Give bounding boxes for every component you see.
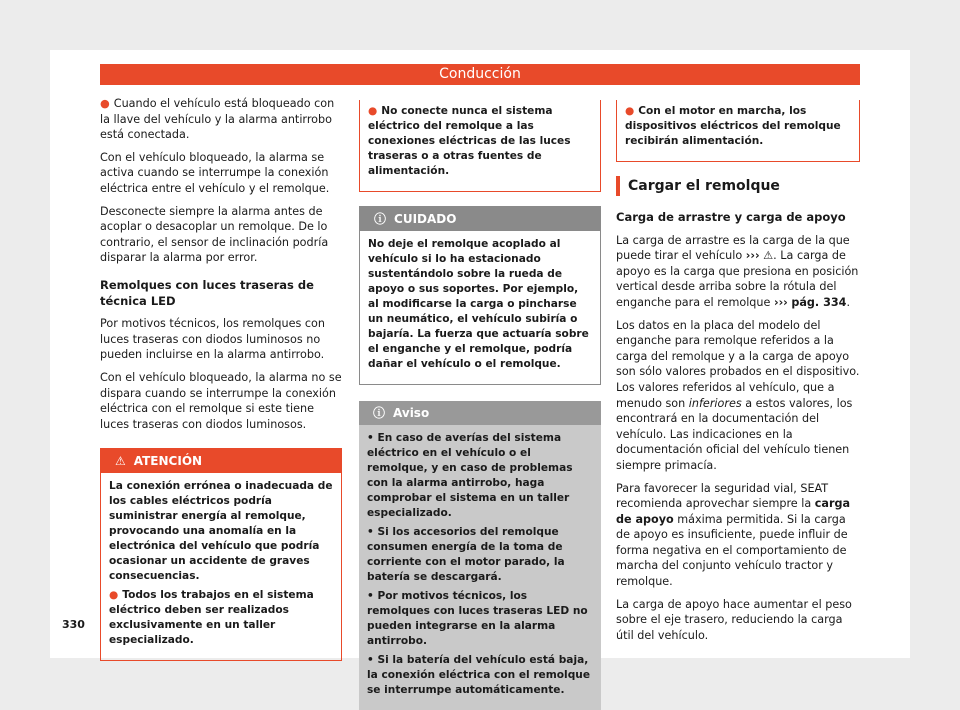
paragraph: Con el vehículo bloqueado, la alarma se activa cuando se interrumpe la conexión eléctrica entre el vehículo y el remolque. bbox=[100, 150, 330, 195]
subheading: Carga de arrastre y carga de apoyo bbox=[616, 210, 846, 224]
warning-text: La conexión errónea o inadecuada de los cables eléctricos podría suministrar energía al remolque, provocando una anomalía en la electrónica del vehículo que podría ocasionar un accidente de graves consecuencias. bbox=[109, 480, 333, 583]
warning-box bbox=[100, 448, 342, 661]
bullet-icon: ● bbox=[368, 105, 378, 117]
caution-box bbox=[359, 206, 601, 385]
bullet-icon: ● bbox=[109, 589, 119, 602]
cross-reference-link[interactable]: ››› bbox=[745, 249, 760, 263]
subheading: Remolques con luces traseras de técnica LED bbox=[100, 277, 314, 308]
warning-icon: ⚠ bbox=[763, 249, 774, 263]
section-title: Cargar el remolque bbox=[616, 176, 860, 196]
page-header: Conducción bbox=[100, 64, 860, 85]
caution-text: No deje el remolque acoplado al vehículo si lo ha estacionado sustentándolo sobre la rueda de apoyo o sus soportes. Por ejemplo, al modificarse la carga o pincharse un neumático, el vehículo subiría o bajaría. La fuerza que actuaría sobre el enganche y el remolque, podría dañar el vehículo o el remolque. bbox=[368, 238, 589, 370]
bullet-icon: ● bbox=[100, 97, 110, 110]
paragraph: La carga de apoyo hace aumentar el peso sobre el eje trasero, reduciendo la carga útil del vehículo. bbox=[616, 597, 852, 642]
page-number: 330 bbox=[62, 618, 85, 631]
note-item: • En caso de averías del sistema eléctrico en el vehículo o el remolque, y en caso de problemas con la alarma antirrobo, haga comprobar el sistema en un taller especializado. bbox=[367, 432, 573, 519]
paragraph: ● Cuando el vehículo está bloqueado con la llave del vehículo y la alarma antirrobo está conectada. bbox=[100, 97, 335, 142]
column-2 bbox=[359, 100, 601, 710]
note-item: • Por motivos técnicos, los remolques con luces traseras LED no pueden integrarse en la alarma antirrobo. bbox=[367, 590, 588, 647]
paragraph: Por motivos técnicos, los remolques con luces traseras con diodos luminosos no pueden incluirse en la alarma antirrobo. bbox=[100, 317, 325, 362]
paragraph: Para favorecer la seguridad vial, SEAT recomienda aprovechar siempre la carga de apoyo máxima permitida. Si la carga de apoyo es insuficiente, puede influir de forma negativa en el comportamiento de marcha del conjunto vehículo tractor y remolque. bbox=[616, 481, 851, 589]
caution-bar: ⓘ CUIDADO bbox=[360, 207, 600, 231]
paragraph: La carga de arrastre es la carga de la que puede tirar el vehículo ››› ⚠. La carga de apoyo es la carga que presiona en posición vertical desde arriba sobre la rótula del enganche para el remolque ››› pág. 334. bbox=[616, 233, 859, 309]
note-box bbox=[359, 401, 601, 710]
paragraph: Con el vehículo bloqueado, la alarma no se dispara cuando se interrumpe la conexión eléctrica con el remolque si este tiene luces traseras con diodos luminosos. bbox=[100, 370, 342, 431]
paragraph: Desconecte siempre la alarma antes de acoplar o desacoplar un remolque. De lo contrario, el sensor de inclinación podría disparar la alarma por error. bbox=[100, 204, 329, 265]
bullet-icon: ● bbox=[625, 105, 635, 117]
caution-icon: ⓘ bbox=[374, 212, 387, 226]
note-item: • Si la batería del vehículo está baja, la conexión eléctrica con el remolque se interrumpe automáticamente. bbox=[367, 654, 591, 696]
note-bar: ⓘ Aviso bbox=[359, 401, 601, 425]
page-reference-link[interactable]: pág. 334 bbox=[791, 295, 847, 309]
warning-text: ● No conecte nunca el sistema eléctrico del remolque a las conexiones eléctricas de las luces traseras o a otras fuentes de alimentación. bbox=[368, 105, 571, 177]
warning-text: ● Todos los trabajos en el sistema eléctrico deben ser realizados exclusivamente en un taller especializado. bbox=[109, 589, 314, 647]
warning-box-continued bbox=[616, 100, 860, 162]
warning-text: ● Con el motor en marcha, los dispositivos eléctricos del remolque recibirán alimentación. bbox=[625, 105, 841, 147]
warning-box-continued bbox=[359, 100, 601, 192]
column-1 bbox=[100, 96, 342, 661]
note-item: • Si los accesorios del remolque consumen energía de la toma de corriente con el motor parado, la batería se descargará. bbox=[367, 526, 565, 583]
warning-icon: ⚠ bbox=[115, 454, 126, 469]
info-icon: ⓘ bbox=[373, 406, 386, 420]
paragraph: Los datos en la placa del modelo del enganche para remolque referidos a la carga del remolque y a la carga de apoyo son sólo valores probados en el dispositivo. Los valores referidos al vehículo, que a menudo son inferiores a estos valores, los encontrará en la documentación del vehículo. Las indicaciones en la documentación oficial del vehículo tienen siempre primacía. bbox=[616, 318, 860, 472]
warning-bar: ⚠ ATENCIÓN bbox=[101, 449, 341, 473]
column-3 bbox=[616, 100, 860, 650]
